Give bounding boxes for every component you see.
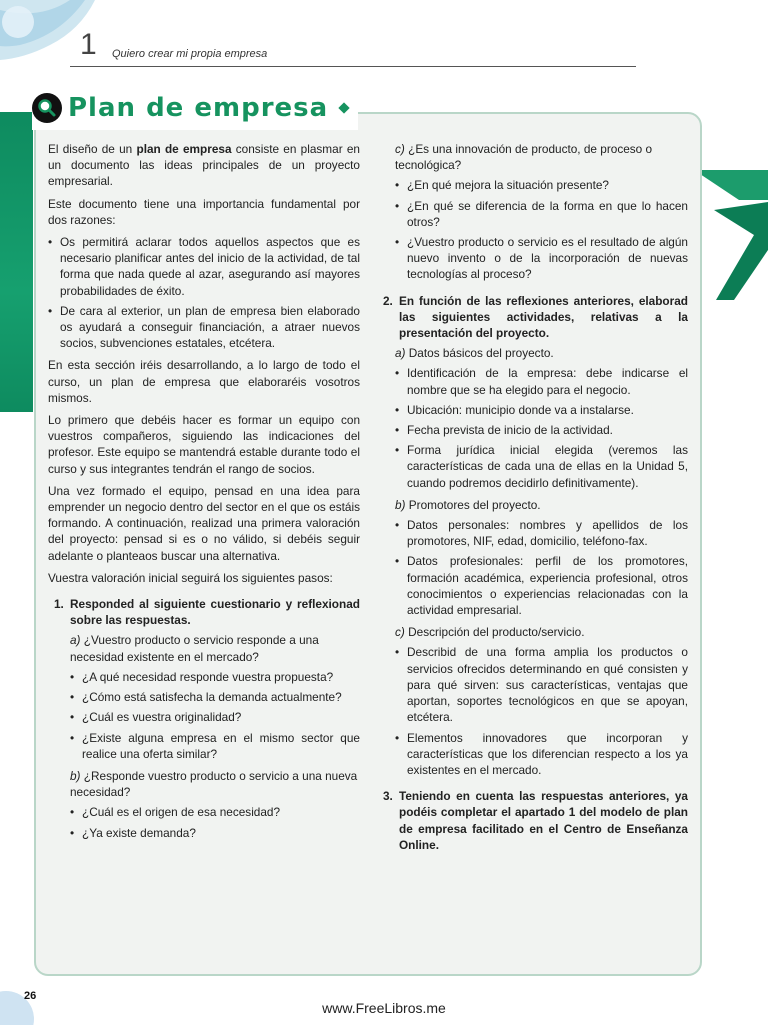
reasons-list bbox=[48, 234, 360, 351]
paragraph: Una vez formado el equipo, pensad en una idea para emprender un negocio dentro del sector en el que os estáis formando. A continuación, realizad una primera valoración del proyecto: pensad si es o no válido, si debéis seguir adelante o planteaos buscar una alternativa. bbox=[48, 483, 360, 563]
list-item: • ¿Existe alguna empresa en el mismo sector que realice una oferta similar? bbox=[70, 730, 360, 762]
header-rule bbox=[70, 66, 636, 67]
activity-b-list bbox=[395, 517, 688, 618]
activity-b: b) Promotores del proyecto. bbox=[395, 497, 541, 512]
list-item: • Fecha prevista de inicio de la actividad. bbox=[395, 422, 688, 438]
list-item: • ¿En qué se diferencia de la forma en que lo hacen otros? bbox=[395, 198, 688, 230]
question-c-list bbox=[395, 177, 688, 282]
question-a: a) ¿Vuestro producto o servicio responde a una necesidad existente en el mercado? bbox=[70, 633, 319, 664]
list-item: • Forma jurídica inicial elegida (veremos las características de cada una de ellas en la Unidad 5, cuando podremos decidirlo definitivamente). bbox=[395, 442, 688, 491]
list-item: • Identificación de la empresa: debe indicarse el nombre que se ha elegido para el negocio. bbox=[395, 365, 688, 397]
list-item: • ¿Ya existe demanda? bbox=[70, 825, 360, 841]
diamond-icon bbox=[339, 102, 350, 113]
step-3: 3. Teniendo en cuenta las respuestas anteriores, ya podéis completar el apartado 1 del modelo de plan de empresa facilitado en el Centro de Enseñanza Online. bbox=[383, 789, 688, 852]
paragraph: Lo primero que debéis hacer es formar un equipo con vuestros compañeros, siguiendo las indicaciones del profesor. Este equipo se mantendrá estable durante todo el curso y sus integrantes tendrán el rango de socios. bbox=[48, 413, 360, 476]
step-1: 1. Responded al siguiente cuestionario y reflexionad sobre las respuestas. bbox=[54, 597, 360, 628]
question-b: b) ¿Responde vuestro producto o servicio a una nueva necesidad? bbox=[70, 768, 358, 800]
page-number: 26 bbox=[24, 990, 37, 1002]
list-item: • ¿Cuál es vuestra originalidad? bbox=[70, 709, 360, 725]
question-c: c) ¿Es una innovación de producto, de proceso o tecnológica? bbox=[395, 142, 653, 173]
list-item: • Ubicación: municipio donde va a instalarse. bbox=[395, 402, 688, 418]
left-column bbox=[48, 141, 360, 847]
question-a-list bbox=[70, 669, 360, 762]
list-item: • Describid de una forma amplia los productos o servicios ofrecidos determinando en qué consisten y para qué sirven: sus características, ventajas que aportan, soportes tecnológicos en que se apoyan, etcétera. bbox=[395, 644, 688, 725]
paragraph: Vuestra valoración inicial seguirá los siguientes pasos: bbox=[48, 570, 333, 585]
right-column bbox=[383, 141, 688, 857]
activity-c: c) Descripción del producto/servicio. bbox=[395, 625, 585, 640]
list-item: • Elementos innovadores que incorporan y características que los diferencian respecto a los ya existentes en el mercado. bbox=[395, 730, 688, 779]
list-item: • ¿Cuál es el origen de esa necesidad? bbox=[70, 804, 360, 820]
activity-c-list bbox=[395, 644, 688, 778]
right-accent-shape bbox=[694, 140, 768, 300]
activity-a: a) Datos básicos del proyecto. bbox=[395, 346, 554, 361]
step-2: 2. En función de las reflexiones anteriores, elaborad las siguientes actividades, relativas a la presentación del proyecto. bbox=[383, 293, 688, 341]
intro-paragraph: El diseño de un plan de empresa consiste en plasmar en un documento las ideas principales de un proyecto empresarial. bbox=[48, 142, 360, 189]
activity-a-list bbox=[395, 365, 688, 490]
list-item: • Os permitirá aclarar todos aquellos aspectos que es necesario planificar antes del inicio de la actividad, de tal forma que nada quede al azar, asegurando así mayores probabilidades de éxito. bbox=[48, 234, 360, 299]
magnifier-icon bbox=[32, 93, 62, 123]
reasons-paragraph: Este documento tiene una importancia fundamental por dos razones: bbox=[48, 196, 360, 227]
footer-url: www.FreeLibros.me bbox=[322, 1000, 446, 1016]
section-heading bbox=[32, 86, 358, 130]
chapter-number: 1 bbox=[80, 28, 97, 61]
list-item: • ¿A qué necesidad responde vuestra propuesta? bbox=[70, 669, 360, 685]
list-item: • ¿Vuestro producto o servicio es el resultado de algún nuevo invento o de la incorporación de nuevas tecnologías al proceso? bbox=[395, 234, 688, 283]
list-item: • ¿Cómo está satisfecha la demanda actualmente? bbox=[70, 689, 360, 705]
chapter-title: Quiero crear mi propia empresa bbox=[112, 48, 268, 60]
list-item: • Datos profesionales: perfil de los promotores, formación académica, experiencia profesional, otros conocimientos o experiencias relacionadas con la actividad empresarial. bbox=[395, 553, 688, 618]
list-item: • De cara al exterior, un plan de empresa bien elaborado os ayudará a conseguir financiación, a atraer nuevos socios, subvenciones estatales, etcétera. bbox=[48, 303, 360, 352]
left-accent-bar bbox=[0, 112, 33, 412]
question-b-list bbox=[70, 804, 360, 840]
section-title: Plan de empresa bbox=[68, 93, 329, 123]
list-item: • Datos personales: nombres y apellidos de los promotores, NIF, edad, domicilio, teléfono-fax. bbox=[395, 517, 688, 549]
paragraph: En esta sección iréis desarrollando, a lo largo de todo el curso, un plan de empresa que elaboraréis vosotros mismos. bbox=[48, 358, 360, 405]
list-item: • ¿En qué mejora la situación presente? bbox=[395, 177, 688, 193]
